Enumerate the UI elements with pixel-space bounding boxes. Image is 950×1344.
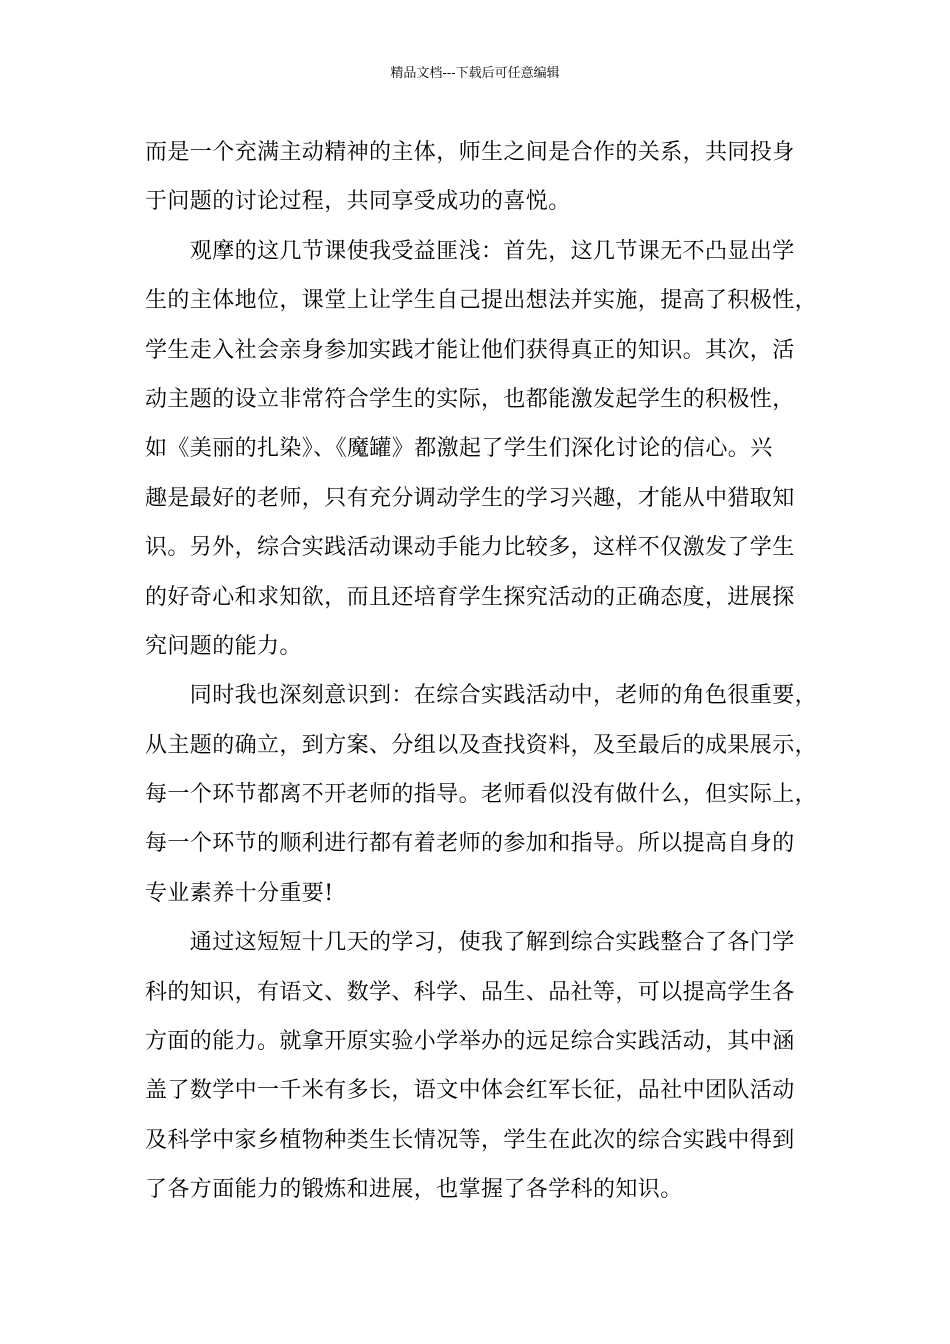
text-line: 及科学中家乡植物种类生长情况等，学生在此次的综合实践中得到: [145, 1127, 795, 1153]
text-line: 方面的能力。就拿开原实验小学举办的远足综合实践活动，其中涵: [145, 1029, 795, 1055]
text-line: 动主题的设立非常符合学生的实际，也都能激发起学生的积极性，: [145, 386, 795, 412]
text-line: 生的主体地位，课堂上让学生自己提出想法并实施，提高了积极性，: [145, 288, 818, 314]
paragraph-start-line: 同时我也深刻意识到：在综合实践活动中，老师的角色很重要，: [145, 683, 818, 709]
paragraph-start-line: 观摩的这几节课使我受益匪浅：首先，这几节课无不凸显出学: [145, 238, 795, 264]
text-line: 究问题的能力。: [145, 633, 302, 659]
text-line: 识。另外，综合实践活动课动手能力比较多，这样不仅激发了学生: [145, 535, 795, 561]
text-line: 如《美丽的扎染》、《魔罐》都激起了学生们深化讨论的信心。兴: [145, 436, 773, 462]
text-line: 趣是最好的老师，只有充分调动学生的学习兴趣，才能从中猎取知: [145, 485, 795, 511]
text-line: 而是一个充满主动精神的主体，师生之间是合作的关系，共同投身: [145, 140, 795, 165]
text-line: 的好奇心和求知欲，而且还培育学生探究活动的正确态度，进展探: [145, 584, 795, 610]
text-line: 科的知识，有语文、数学、科学、品生、品社等，可以提高学生各: [145, 979, 795, 1005]
document-body: [145, 128, 818, 1215]
text-line: 盖了数学中一千米有多长，语文中体会红军长征，品社中团队活动: [145, 1078, 795, 1104]
text-line: 于问题的讨论过程，共同享受成功的喜悦。: [145, 189, 571, 215]
text-line: 学生走入社会亲身参加实践才能让他们获得真正的知识。其次，活: [145, 337, 795, 363]
text-line: 每一个环节的顺利进行都有着老师的参加和指导。所以提高自身的: [145, 831, 795, 857]
text-line: 从主题的确立，到方案、分组以及查找资料，及至最后的成果展示，: [145, 732, 818, 758]
page-header: 精品文档---下载后可任意编辑: [390, 66, 560, 81]
paragraph-start-line: 通过这短短十几天的学习，使我了解到综合实践整合了各门学: [145, 930, 795, 956]
text-line: 每一个环节都离不开老师的指导。老师看似没有做什么，但实际上，: [145, 782, 818, 808]
text-line: 专业素养十分重要!: [145, 880, 334, 906]
text-line: 了各方面能力的锻炼和进展，也掌握了各学科的知识。: [145, 1177, 683, 1203]
